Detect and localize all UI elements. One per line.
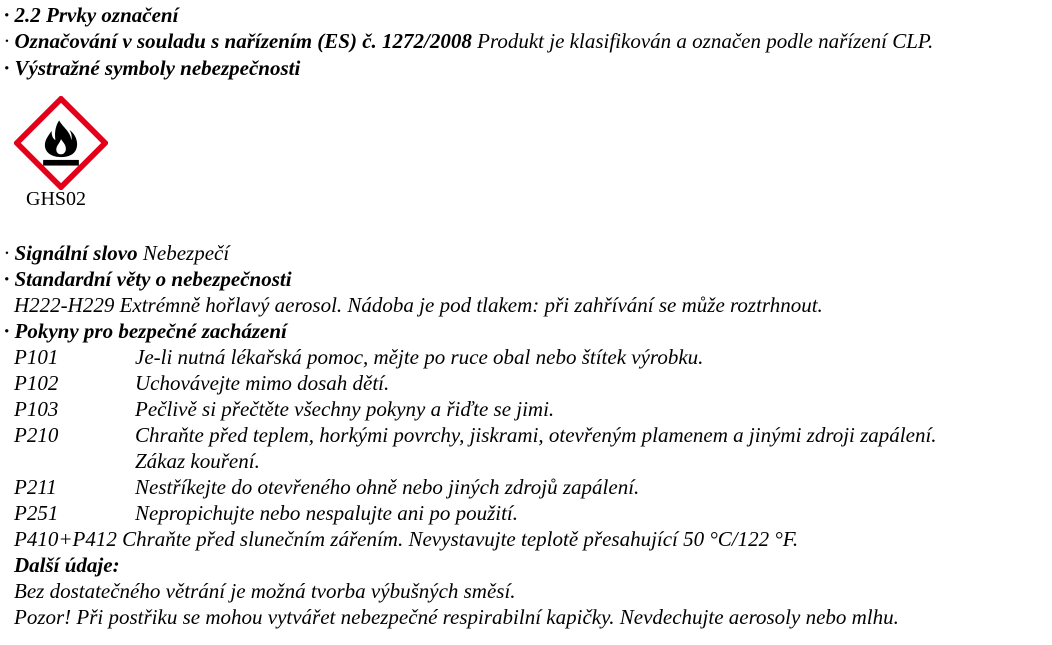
precaution-text: Je-li nutná lékařská pomoc, mějte po ruce obal nebo štítek výrobku. xyxy=(135,345,704,369)
precaution-text: Chraňte před slunečním zářením. Nevystavujte teplotě přesahující 50 °C/122 °F. xyxy=(122,527,799,551)
precaution-text: Uchovávejte mimo dosah dětí. xyxy=(135,371,390,395)
further-line: Bez dostatečného větrání je možná tvorba výbušných směsí. xyxy=(14,579,516,603)
precaution-code: P251 xyxy=(14,501,59,525)
further-heading: Další údaje: xyxy=(14,553,120,577)
precaution-text-continued: Zákaz kouření. xyxy=(135,449,260,473)
hazard-heading: · Standardní věty o nebezpečnosti xyxy=(4,267,292,291)
precaution-text: Pečlivě si přečtěte všechny pokyny a řiďte se jimi. xyxy=(135,397,555,421)
labelling-key: Označování v souladu s nařízením (ES) č. 1272/2008 xyxy=(14,29,472,53)
pictograms-heading: · Výstražné symboly nebezpečnosti xyxy=(4,56,301,80)
precaution-code: P210 xyxy=(14,423,59,447)
precaution-code: P103 xyxy=(14,397,59,421)
precaution-code: P101 xyxy=(14,345,59,369)
labelling-text: Produkt je klasifikován a označen podle nařízení CLP. xyxy=(477,29,934,53)
precaution-text: Chraňte před teplem, horkými povrchy, jiskrami, otevřeným plamenem a jinými zdroji zapálení. xyxy=(135,423,937,447)
precaution-text: Nestříkejte do otevřeného ohně nebo jiných zdrojů zapálení. xyxy=(135,475,640,499)
pictogram-code: GHS02 xyxy=(26,188,87,210)
precaution-text: Nepropichujte nebo nespalujte ani po použití. xyxy=(135,501,519,525)
precaution-code-combined: P410+P412 Chraňte před slunečním zářením. Nevystavujte teplotě přesahující 50 °C/122 °F. xyxy=(14,527,799,551)
labelling-line: · Označování v souladu s nařízením (ES) č. 1272/2008 Produkt je klasifikován a označen podle nařízení CLP. xyxy=(4,29,934,53)
precaution-heading: · Pokyny pro bezpečné zacházení xyxy=(4,319,287,343)
signal-value: Nebezpečí xyxy=(142,241,230,265)
ghs02-pictogram xyxy=(14,96,108,190)
signal-word-line: · Signální slovo Nebezpečí xyxy=(4,241,230,265)
precaution-code: P211 xyxy=(14,475,57,499)
section-heading: · 2.2 Prvky označení xyxy=(4,3,179,27)
hazard-statement: H222-H229 Extrémně hořlavý aerosol. Nádoba je pod tlakem: při zahřívání se může roztrhnout. xyxy=(14,293,823,317)
precaution-code: P102 xyxy=(14,371,59,395)
signal-key: Signální slovo xyxy=(14,241,138,265)
further-line: Pozor! Při postřiku se mohou vytvářet nebezpečné respirabilní kapičky. Nevdechujte aerosoly nebo mlhu. xyxy=(14,605,899,629)
